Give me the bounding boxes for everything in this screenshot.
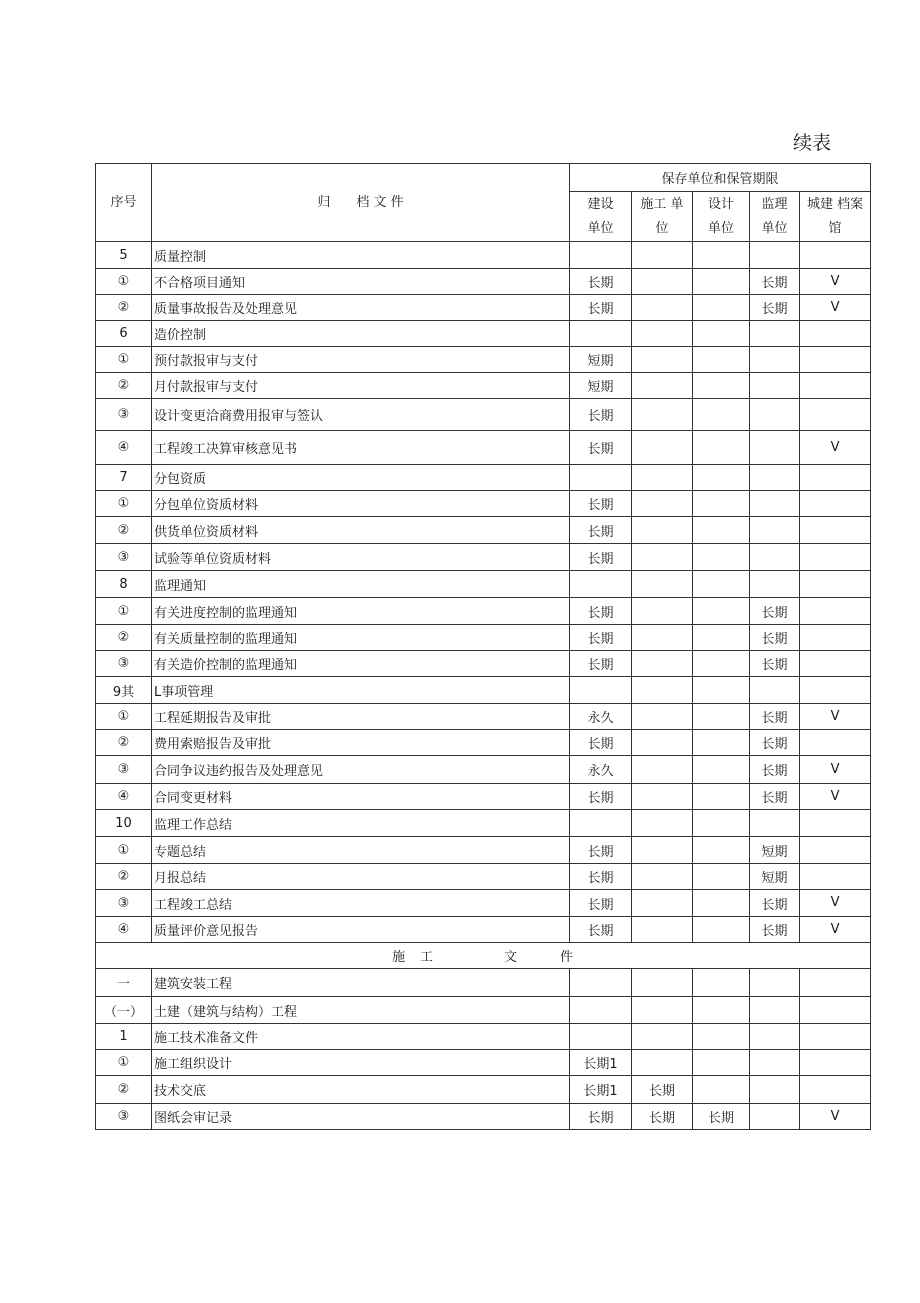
retention-supervision (750, 1050, 800, 1076)
retention-contractor (632, 399, 693, 431)
header-row (96, 164, 871, 192)
row-number: 一 (96, 969, 152, 997)
retention-design (693, 373, 750, 399)
retention-archive (800, 864, 871, 890)
retention-supervision (750, 571, 800, 598)
document-name: 施工技术准备文件 (152, 1024, 570, 1050)
retention-contractor (632, 269, 693, 295)
retention-construction (570, 677, 632, 704)
retention-design (693, 917, 750, 943)
row-number: ② (96, 864, 152, 890)
retention-archive: V (800, 917, 871, 943)
retention-contractor (632, 730, 693, 756)
table-row (96, 890, 871, 917)
document-name: 质量控制 (152, 242, 570, 269)
document-name: 建筑安装工程 (152, 969, 570, 997)
retention-archive: V (800, 431, 871, 465)
row-number: ③ (96, 756, 152, 784)
retention-archive (800, 1076, 871, 1104)
row-number: 7 (96, 465, 152, 491)
retention-design (693, 347, 750, 373)
retention-contractor (632, 969, 693, 997)
retention-design (693, 864, 750, 890)
retention-construction: 长期 (570, 517, 632, 544)
row-number: ④ (96, 784, 152, 810)
document-name: 预付款报审与支付 (152, 347, 570, 373)
retention-supervision: 长期 (750, 704, 800, 730)
header-unit-design: 设计 单位 (693, 192, 750, 242)
retention-supervision: 长期 (750, 756, 800, 784)
retention-construction: 长期 (570, 625, 632, 651)
retention-construction: 短期 (570, 373, 632, 399)
retention-contractor (632, 465, 693, 491)
retention-archive (800, 321, 871, 347)
retention-construction: 长期 (570, 1104, 632, 1130)
retention-archive: V (800, 890, 871, 917)
document-name: 分包单位资质材料 (152, 491, 570, 517)
retention-archive (800, 544, 871, 571)
row-number: 5 (96, 242, 152, 269)
retention-contractor (632, 997, 693, 1024)
row-number: ④ (96, 431, 152, 465)
retention-construction: 长期 (570, 544, 632, 571)
retention-design (693, 730, 750, 756)
retention-contractor (632, 704, 693, 730)
retention-archive: V (800, 1104, 871, 1130)
header-col-no: 序号 (96, 164, 152, 242)
retention-design (693, 242, 750, 269)
retention-supervision: 长期 (750, 598, 800, 625)
retention-contractor (632, 890, 693, 917)
retention-supervision: 长期 (750, 917, 800, 943)
header-unit-contractor: 施工 单 位 (632, 192, 693, 242)
retention-design (693, 269, 750, 295)
table-row (96, 810, 871, 837)
row-number: ③ (96, 1104, 152, 1130)
retention-design (693, 677, 750, 704)
retention-supervision: 长期 (750, 269, 800, 295)
retention-construction: 长期 (570, 269, 632, 295)
retention-supervision (750, 1104, 800, 1130)
table-row (96, 321, 871, 347)
retention-design (693, 837, 750, 864)
retention-supervision (750, 997, 800, 1024)
retention-design (693, 1076, 750, 1104)
retention-archive (800, 651, 871, 677)
retention-archive: V (800, 756, 871, 784)
retention-construction (570, 1024, 632, 1050)
retention-construction (570, 321, 632, 347)
table-row (96, 571, 871, 598)
retention-supervision: 长期 (750, 784, 800, 810)
retention-construction: 长期 (570, 864, 632, 890)
retention-supervision: 长期 (750, 730, 800, 756)
retention-archive (800, 598, 871, 625)
document-name: 土建（建筑与结构）工程 (152, 997, 570, 1024)
retention-design (693, 810, 750, 837)
table-row (96, 864, 871, 890)
table-row (96, 997, 871, 1024)
retention-archive (800, 517, 871, 544)
header-unit-supervision: 监理 单位 (750, 192, 800, 242)
retention-archive (800, 1024, 871, 1050)
retention-contractor (632, 917, 693, 943)
retention-design (693, 756, 750, 784)
retention-design (693, 491, 750, 517)
retention-contractor (632, 517, 693, 544)
row-number: 9其 (96, 677, 152, 704)
document-name: 施工组织设计 (152, 1050, 570, 1076)
row-number: 1 (96, 1024, 152, 1050)
retention-design (693, 997, 750, 1024)
table-row (96, 677, 871, 704)
document-name: 设计变更洽商费用报审与签认 (152, 399, 570, 431)
retention-supervision (750, 321, 800, 347)
retention-construction: 长期1 (570, 1076, 632, 1104)
retention-archive (800, 969, 871, 997)
row-number: ① (96, 269, 152, 295)
header-group: 保存单位和保管期限 (570, 164, 871, 192)
retention-construction: 长期 (570, 598, 632, 625)
table-row (96, 1104, 871, 1130)
retention-design (693, 890, 750, 917)
retention-construction (570, 242, 632, 269)
document-name: 质量评价意见报告 (152, 917, 570, 943)
document-name: 供货单位资质材料 (152, 517, 570, 544)
table-row (96, 969, 871, 997)
retention-contractor (632, 810, 693, 837)
retention-archive: V (800, 295, 871, 321)
row-number: ③ (96, 399, 152, 431)
retention-design (693, 571, 750, 598)
retention-contractor (632, 651, 693, 677)
row-number: ① (96, 598, 152, 625)
retention-contractor (632, 837, 693, 864)
retention-design (693, 625, 750, 651)
retention-design (693, 1050, 750, 1076)
retention-archive (800, 677, 871, 704)
table-row (96, 399, 871, 431)
row-number: 8 (96, 571, 152, 598)
retention-contractor (632, 784, 693, 810)
retention-archive (800, 837, 871, 864)
retention-archive (800, 625, 871, 651)
document-name: 合同争议违约报告及处理意见 (152, 756, 570, 784)
table-row (96, 651, 871, 677)
retention-supervision (750, 544, 800, 571)
section-row (96, 943, 871, 969)
retention-supervision (750, 1024, 800, 1050)
document-name: 费用索赔报告及审批 (152, 730, 570, 756)
header-col-doc: 归 档 文 件 (152, 164, 570, 242)
retention-contractor (632, 347, 693, 373)
retention-archive (800, 399, 871, 431)
row-number: ① (96, 1050, 152, 1076)
retention-archive: V (800, 269, 871, 295)
document-name: 专题总结 (152, 837, 570, 864)
retention-supervision (750, 431, 800, 465)
retention-supervision: 长期 (750, 295, 800, 321)
retention-contractor (632, 295, 693, 321)
row-number: ② (96, 373, 152, 399)
retention-design (693, 517, 750, 544)
retention-contractor (632, 677, 693, 704)
retention-contractor (632, 321, 693, 347)
row-number: ③ (96, 890, 152, 917)
document-name: 工程延期报告及审批 (152, 704, 570, 730)
row-number: ③ (96, 544, 152, 571)
retention-construction (570, 465, 632, 491)
table-row (96, 704, 871, 730)
table-row (96, 295, 871, 321)
retention-design (693, 704, 750, 730)
retention-design (693, 465, 750, 491)
retention-contractor (632, 598, 693, 625)
retention-supervision (750, 1076, 800, 1104)
retention-supervision: 长期 (750, 625, 800, 651)
table-row (96, 465, 871, 491)
row-number: （一） (96, 997, 152, 1024)
retention-construction (570, 810, 632, 837)
document-name: 图纸会审记录 (152, 1104, 570, 1130)
retention-construction: 长期 (570, 651, 632, 677)
table-row (96, 431, 871, 465)
retention-design (693, 544, 750, 571)
table-row (96, 373, 871, 399)
document-name: 有关进度控制的监理通知 (152, 598, 570, 625)
archive-table (95, 163, 871, 1130)
retention-contractor (632, 491, 693, 517)
document-name: L事项管理 (152, 677, 570, 704)
retention-construction: 短期 (570, 347, 632, 373)
table-row (96, 917, 871, 943)
retention-supervision (750, 491, 800, 517)
section-title: 施 工 文 件 (96, 943, 871, 969)
retention-supervision: 短期 (750, 837, 800, 864)
retention-contractor (632, 1024, 693, 1050)
retention-construction: 长期 (570, 917, 632, 943)
table-row (96, 598, 871, 625)
retention-design (693, 598, 750, 625)
retention-contractor (632, 431, 693, 465)
row-number: 6 (96, 321, 152, 347)
retention-design (693, 651, 750, 677)
row-number: ① (96, 491, 152, 517)
row-number: ① (96, 837, 152, 864)
row-number: ② (96, 625, 152, 651)
retention-supervision (750, 517, 800, 544)
retention-construction: 长期 (570, 491, 632, 517)
table-row (96, 347, 871, 373)
table-row (96, 242, 871, 269)
retention-construction (570, 997, 632, 1024)
document-name: 不合格项目通知 (152, 269, 570, 295)
retention-archive (800, 571, 871, 598)
document-name: 造价控制 (152, 321, 570, 347)
retention-construction: 长期 (570, 295, 632, 321)
row-number: ② (96, 517, 152, 544)
retention-design: 长期 (693, 1104, 750, 1130)
table-row (96, 1076, 871, 1104)
retention-supervision (750, 465, 800, 491)
retention-design (693, 399, 750, 431)
retention-archive (800, 1050, 871, 1076)
retention-supervision (750, 373, 800, 399)
row-number: 10 (96, 810, 152, 837)
table-row (96, 544, 871, 571)
retention-supervision: 长期 (750, 651, 800, 677)
table-row (96, 269, 871, 295)
retention-design (693, 784, 750, 810)
retention-construction: 长期 (570, 431, 632, 465)
retention-contractor (632, 544, 693, 571)
retention-design (693, 431, 750, 465)
retention-construction: 永久 (570, 704, 632, 730)
retention-construction: 永久 (570, 756, 632, 784)
retention-archive (800, 491, 871, 517)
row-number: ② (96, 1076, 152, 1104)
document-name: 工程竣工总结 (152, 890, 570, 917)
table-row (96, 837, 871, 864)
retention-supervision (750, 347, 800, 373)
retention-supervision (750, 399, 800, 431)
document-name: 有关造价控制的监理通知 (152, 651, 570, 677)
document-name: 工程竣工决算审核意见书 (152, 431, 570, 465)
retention-archive (800, 465, 871, 491)
retention-construction: 长期 (570, 730, 632, 756)
retention-construction: 长期 (570, 399, 632, 431)
retention-contractor (632, 864, 693, 890)
retention-construction: 长期 (570, 784, 632, 810)
retention-construction (570, 969, 632, 997)
retention-archive: V (800, 704, 871, 730)
row-number: ② (96, 730, 152, 756)
table-row (96, 1050, 871, 1076)
retention-archive (800, 730, 871, 756)
header-unit-archive: 城建 档案 馆 (800, 192, 871, 242)
retention-construction: 长期1 (570, 1050, 632, 1076)
document-name: 试验等单位资质材料 (152, 544, 570, 571)
retention-supervision (750, 677, 800, 704)
table-row (96, 784, 871, 810)
table-row (96, 756, 871, 784)
retention-supervision (750, 810, 800, 837)
retention-contractor (632, 756, 693, 784)
retention-design (693, 1024, 750, 1050)
retention-construction: 长期 (570, 890, 632, 917)
retention-archive (800, 242, 871, 269)
retention-design (693, 321, 750, 347)
retention-supervision: 短期 (750, 864, 800, 890)
retention-archive (800, 373, 871, 399)
retention-archive (800, 997, 871, 1024)
table-row (96, 491, 871, 517)
row-number: ① (96, 704, 152, 730)
retention-contractor (632, 242, 693, 269)
retention-contractor (632, 373, 693, 399)
table-row (96, 730, 871, 756)
retention-supervision (750, 242, 800, 269)
retention-contractor (632, 1050, 693, 1076)
document-name: 质量事故报告及处理意见 (152, 295, 570, 321)
retention-contractor: 长期 (632, 1104, 693, 1130)
row-number: ① (96, 347, 152, 373)
header-unit-construction: 建设 单位 (570, 192, 632, 242)
document-name: 合同变更材料 (152, 784, 570, 810)
document-name: 分包资质 (152, 465, 570, 491)
table-row (96, 517, 871, 544)
retention-design (693, 295, 750, 321)
retention-contractor (632, 625, 693, 651)
document-name: 月付款报审与支付 (152, 373, 570, 399)
table-row (96, 625, 871, 651)
table-row (96, 1024, 871, 1050)
retention-archive (800, 347, 871, 373)
row-number: ③ (96, 651, 152, 677)
retention-archive (800, 810, 871, 837)
row-number: ④ (96, 917, 152, 943)
row-number: ② (96, 295, 152, 321)
document-name: 月报总结 (152, 864, 570, 890)
retention-archive: V (800, 784, 871, 810)
document-name: 技术交底 (152, 1076, 570, 1104)
retention-construction (570, 571, 632, 598)
document-name: 有关质量控制的监理通知 (152, 625, 570, 651)
page-title: 续表 (793, 132, 832, 154)
document-name: 监理工作总结 (152, 810, 570, 837)
retention-supervision: 长期 (750, 890, 800, 917)
retention-construction: 长期 (570, 837, 632, 864)
document-name: 监理通知 (152, 571, 570, 598)
retention-contractor: 长期 (632, 1076, 693, 1104)
retention-contractor (632, 571, 693, 598)
retention-supervision (750, 969, 800, 997)
retention-design (693, 969, 750, 997)
